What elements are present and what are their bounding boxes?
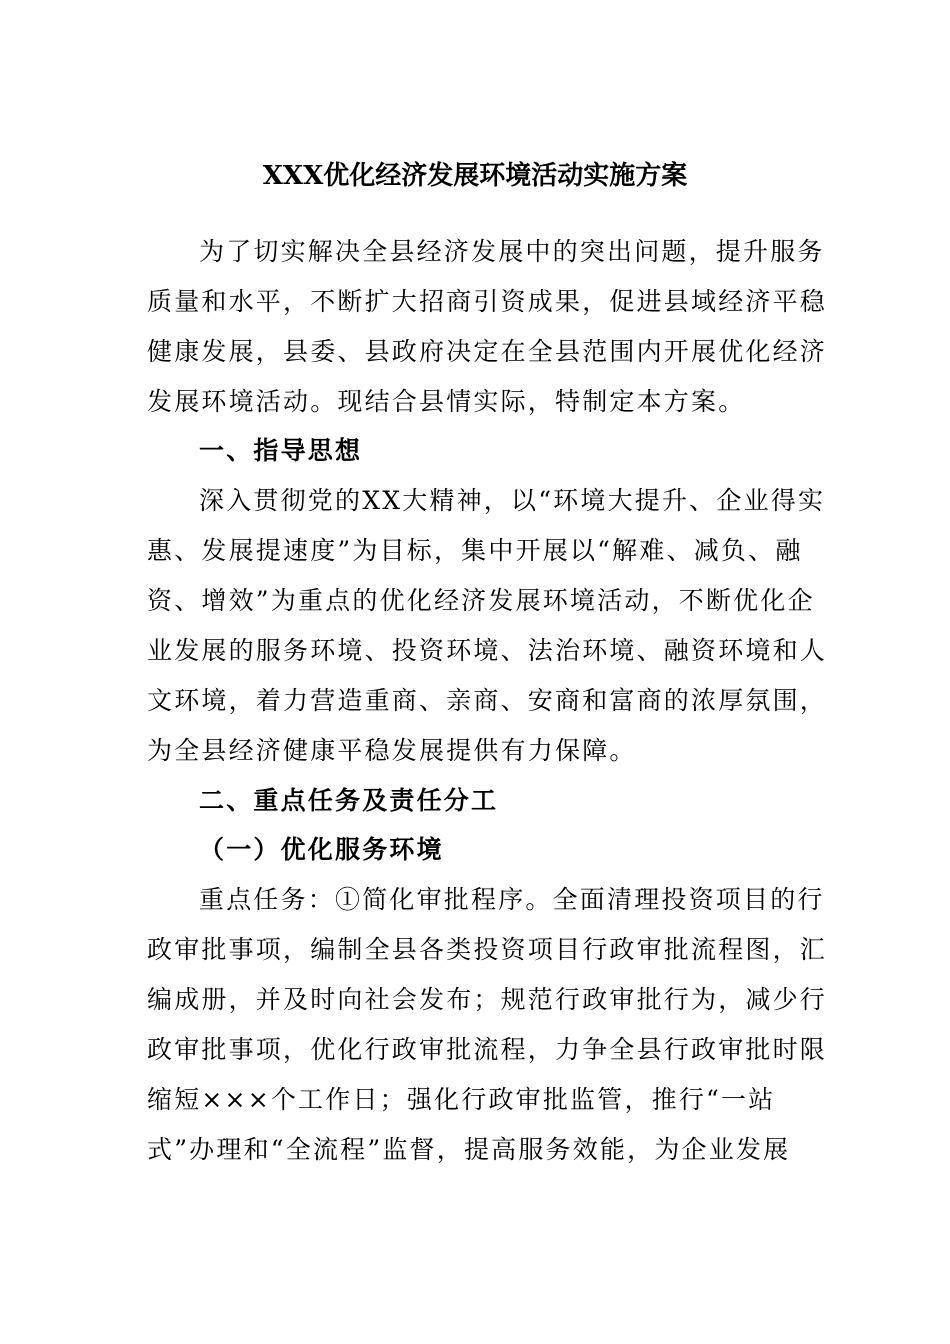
section1-line-2: 惠、发展提速度”为目标，集中开展以“解难、减负、融 [147, 536, 803, 565]
section1-line-5: 文环境，着力营造重商、亲商、安商和富商的浓厚氛围， [147, 686, 828, 715]
subsection1-line-4: 政审批事项，优化行政审批流程，力争全县行政审批时限 [147, 1035, 828, 1064]
document-title: XXX优化经济发展环境活动实施方案 [262, 161, 688, 191]
section1-line-4: 业发展的服务环境、投资环境、法治环境、融资环境和人 [147, 636, 828, 665]
section1-line-3: 资、增效”为重点的优化经济发展环境活动，不断优化企 [147, 586, 815, 615]
intro-line-1: 为了切实解决全县经济发展中的突出问题，提升服务 [199, 237, 825, 266]
subsection1-line-1: 重点任务：①简化审批程序。全面清理投资项目的行 [199, 885, 825, 914]
intro-line-2: 质量和水平，不断扩大招商引资成果，促进县域经济平稳 [147, 287, 828, 316]
intro-line-4: 发展环境活动。现结合县情实际，特制定本方案。 [147, 387, 746, 416]
subsection1-line-6: 式”办理和“全流程”监督，提高服务效能，为企业发展 [147, 1135, 791, 1164]
subsection1-line-3: 编成册，并及时向社会发布；规范行政审批行为，减少行 [147, 985, 828, 1014]
section1-line-1: 深入贯彻党的XX大精神，以“环境大提升、企业得实 [199, 486, 826, 515]
section1-line-6: 为全县经济健康平稳发展提供有力保障。 [147, 736, 637, 765]
section-heading-key-tasks: 二、重点任务及责任分工 [199, 786, 499, 815]
intro-line-3: 健康发展，县委、县政府决定在全县范围内开展优化经济 [147, 337, 828, 366]
subsection1-line-5: 缩短×××个工作日；强化行政审批监管，推行“一站 [147, 1085, 776, 1114]
section-heading-guiding-ideology: 一、指导思想 [199, 436, 363, 465]
subsection1-line-2: 政审批事项，编制全县各类投资项目行政审批流程图，汇 [147, 935, 828, 964]
subsection-heading-service-environment: （一）优化服务环境 [199, 835, 444, 864]
